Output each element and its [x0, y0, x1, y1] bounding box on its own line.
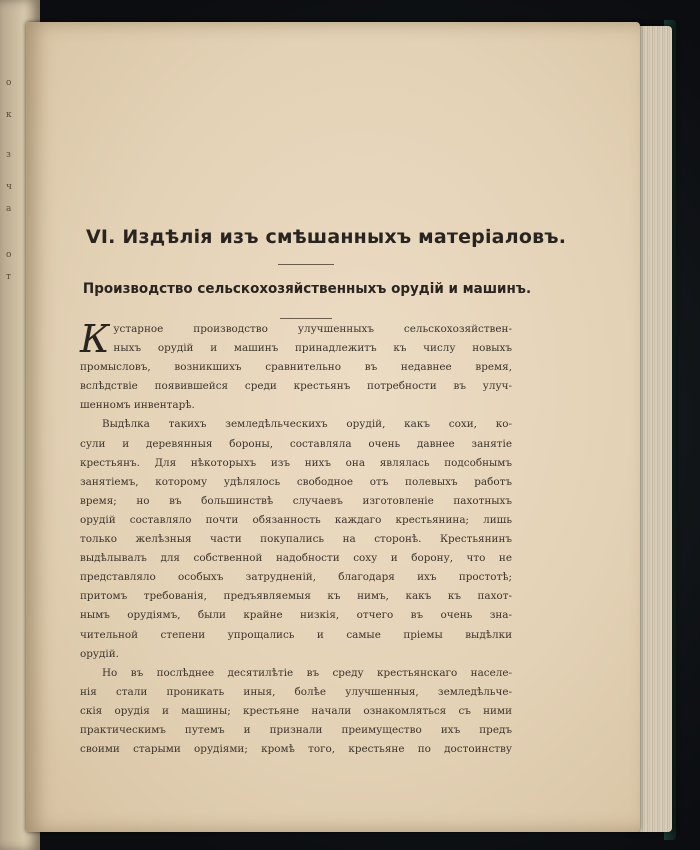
text-line: промысловъ, возникшихъ сравнительно въ недавнее время, [80, 361, 512, 374]
left-fragment: а [6, 204, 12, 214]
text-line: Выдѣлка такихъ земледѣльческихъ орудій, какъ сохи, ко- [102, 418, 512, 431]
text-line: крестьянъ. Для нѣкоторыхъ изъ нихъ она являлась подсобнымъ [80, 456, 512, 469]
drop-cap: К [80, 317, 110, 361]
left-fragment: о [6, 250, 12, 260]
paragraph-2 [80, 415, 512, 663]
chapter-title: VI. Издѣлія изъ смѣшанныхъ матеріаловъ. [86, 226, 567, 248]
text-line: нія стали проникать иныя, болѣе улучшенныя, земледѣльче- [80, 685, 512, 698]
left-fragment: ч [6, 182, 12, 192]
text-line: притомъ требованія, предъявляемыя къ нимъ, какъ къ пахот- [80, 590, 512, 603]
text-line: орудій составляло почти обязанность каждаго крестьянина; лишь [80, 513, 512, 526]
text-line: орудій. [80, 647, 119, 660]
text-line: ныхъ орудій и машинъ принадлежитъ къ числу новыхъ [113, 342, 512, 355]
text-line: чительной степени упрощались и самые пріемы выдѣлки [80, 628, 512, 641]
text-line: представляло особыхъ затрудненій, благодаря ихъ простотѣ; [80, 571, 512, 584]
left-fragment: з [6, 150, 11, 160]
text-line: выдѣлывалъ для собственной надобности соху и борону, что не [80, 552, 512, 565]
body-text [80, 317, 512, 759]
text-line: шенномъ инвентарѣ. [80, 399, 195, 412]
section-divider [280, 318, 332, 319]
text-line: своими старыми орудіями; кромѣ того, крестьяне по достоинству [80, 743, 512, 756]
text-line: устарное производство улучшенныхъ сельскохозяйствен- [113, 323, 512, 335]
left-fragment: т [6, 272, 11, 282]
title-divider [278, 264, 334, 265]
left-fragment: о [6, 78, 12, 88]
text-line: нымъ орудіямъ, были крайне низкія, отчего въ очень зна- [80, 609, 512, 622]
section-title: Производство сельскохозяйственныхъ орудій и машинъ. [82, 281, 532, 297]
text-line: занятіемъ, которому удѣлялось свободное отъ полевыхъ работъ [80, 475, 512, 488]
text-line: время; но въ большинствѣ случаевъ изготовленіе пахотныхъ [80, 494, 512, 507]
text-line: сули и деревянныя бороны, составляла очень давнее занятіе [80, 437, 512, 450]
text-line: только желѣзныя части покупались на сторонѣ. Крестьянинъ [80, 533, 512, 546]
text-line: вслѣдствіе появившейся среди крестьянъ потребности въ улуч- [80, 380, 512, 393]
left-fragment: к [6, 110, 12, 120]
paragraph-1 [80, 317, 512, 415]
paragraph-3 [80, 664, 512, 759]
text-line: скія орудія и машины; крестьяне начали ознакомляться съ ними [80, 704, 512, 717]
text-line: Но въ послѣднее десятилѣтіе въ среду крестьянскаго населе- [102, 666, 512, 679]
text-line: практическимъ путемъ и признали преимущество ихъ предъ [80, 723, 512, 736]
